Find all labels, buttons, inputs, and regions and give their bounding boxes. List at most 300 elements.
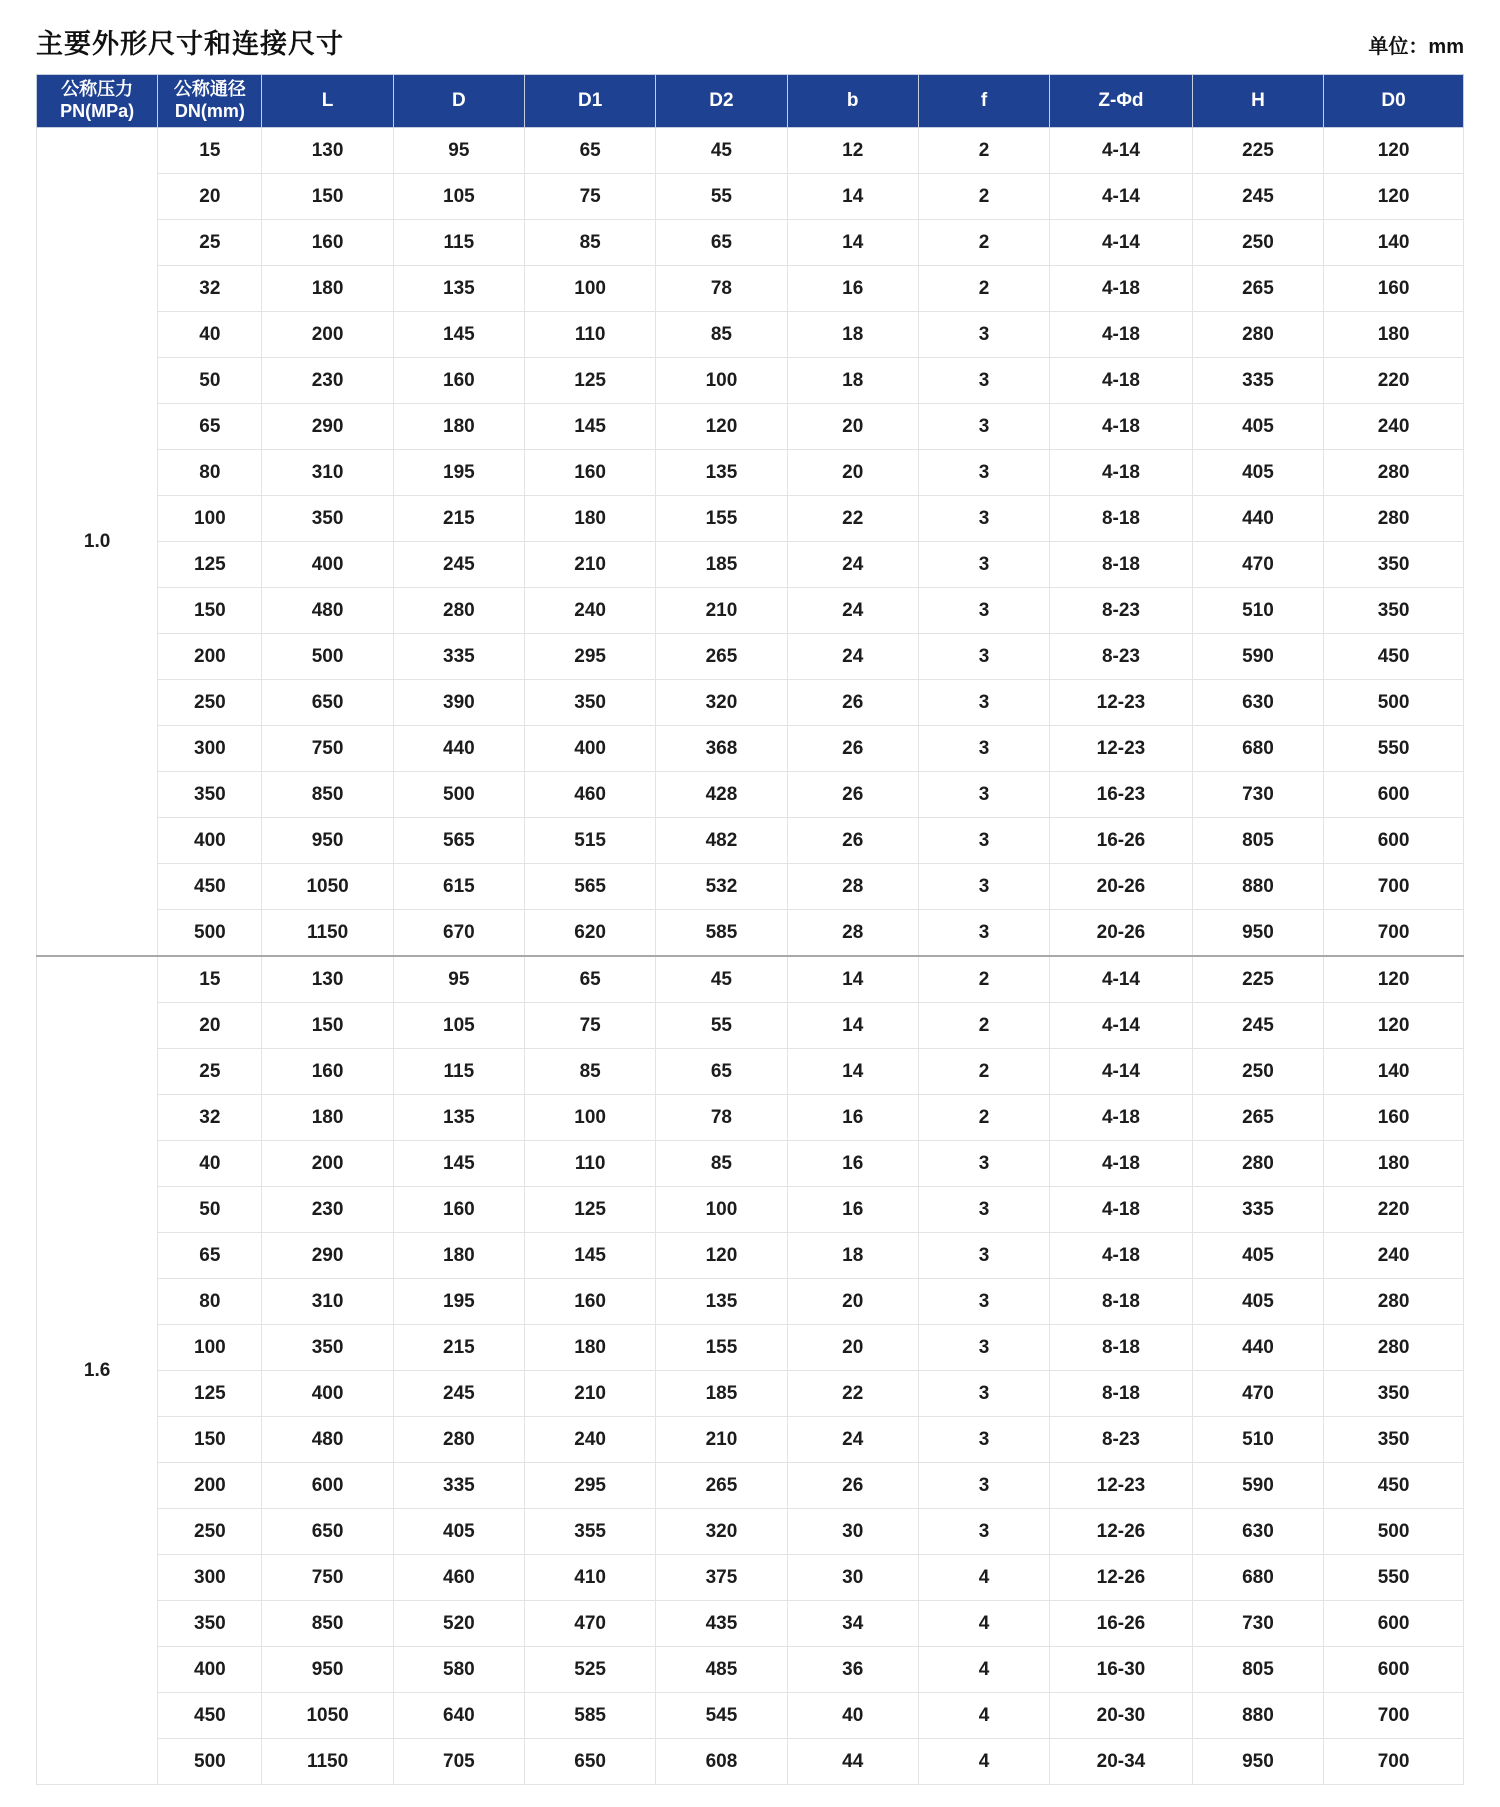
cell-dn: 500 [158,910,262,957]
cell-d: 280 [393,588,524,634]
cell-l: 400 [262,542,393,588]
cell-d1: 85 [525,1049,656,1095]
cell-d: 670 [393,910,524,957]
cell-l: 200 [262,1141,393,1187]
cell-f: 3 [918,450,1049,496]
cell-z-phid: 12-23 [1050,1463,1193,1509]
cell-d1: 100 [525,1095,656,1141]
cell-f: 3 [918,680,1049,726]
cell-h: 280 [1192,1141,1323,1187]
cell-dn: 15 [158,956,262,1003]
cell-d: 95 [393,956,524,1003]
cell-d1: 160 [525,1279,656,1325]
cell-h: 510 [1192,588,1323,634]
cell-d1: 160 [525,450,656,496]
cell-d: 245 [393,542,524,588]
cell-d: 280 [393,1417,524,1463]
cell-d: 390 [393,680,524,726]
cell-d0: 600 [1324,818,1464,864]
table-row [37,1601,1464,1647]
table-row [37,1371,1464,1417]
cell-d0: 700 [1324,864,1464,910]
cell-d0: 500 [1324,1509,1464,1555]
cell-f: 2 [918,1095,1049,1141]
cell-dn: 300 [158,1555,262,1601]
cell-h: 470 [1192,542,1323,588]
cell-l: 1150 [262,910,393,957]
cell-b: 36 [787,1647,918,1693]
cell-f: 3 [918,1417,1049,1463]
cell-d1: 75 [525,1003,656,1049]
cell-d2: 320 [656,680,787,726]
cell-l: 400 [262,1371,393,1417]
cell-dn: 300 [158,726,262,772]
cell-d0: 160 [1324,266,1464,312]
cell-d1: 355 [525,1509,656,1555]
cell-d0: 240 [1324,404,1464,450]
cell-d2: 65 [656,220,787,266]
cell-dn: 125 [158,542,262,588]
cell-d0: 280 [1324,450,1464,496]
cell-d0: 280 [1324,1279,1464,1325]
cell-d2: 100 [656,358,787,404]
cell-d2: 210 [656,588,787,634]
cell-h: 245 [1192,174,1323,220]
cell-f: 4 [918,1601,1049,1647]
cell-l: 150 [262,174,393,220]
unit-label: 单位：mm [1368,36,1464,58]
cell-z-phid: 16-30 [1050,1647,1193,1693]
cell-z-phid: 4-14 [1050,1049,1193,1095]
cell-d0: 140 [1324,1049,1464,1095]
cell-d1: 525 [525,1647,656,1693]
cell-f: 3 [918,1233,1049,1279]
cell-h: 225 [1192,956,1323,1003]
cell-l: 850 [262,1601,393,1647]
cell-d2: 85 [656,1141,787,1187]
cell-b: 28 [787,864,918,910]
table-row [37,634,1464,680]
cell-h: 470 [1192,1371,1323,1417]
cell-dn: 150 [158,588,262,634]
cell-d1: 85 [525,220,656,266]
cell-z-phid: 4-18 [1050,450,1193,496]
cell-h: 250 [1192,220,1323,266]
cell-b: 18 [787,358,918,404]
cell-d: 215 [393,496,524,542]
cell-dn: 450 [158,1693,262,1739]
header-row [37,75,1464,128]
cell-l: 180 [262,1095,393,1141]
col-header-f: f [918,75,1049,128]
page-title: 主要外形尺寸和连接尺寸 [36,29,344,59]
cell-d2: 55 [656,1003,787,1049]
table-row [37,1417,1464,1463]
col-header-z-phid: Z-Φd [1050,75,1193,128]
table-row [37,864,1464,910]
cell-z-phid: 16-26 [1050,818,1193,864]
cell-d0: 220 [1324,1187,1464,1233]
cell-dn: 100 [158,1325,262,1371]
cell-z-phid: 4-18 [1050,1141,1193,1187]
cell-l: 180 [262,266,393,312]
cell-f: 3 [918,726,1049,772]
cell-h: 510 [1192,1417,1323,1463]
table-row [37,1003,1464,1049]
cell-d2: 45 [656,956,787,1003]
cell-b: 24 [787,634,918,680]
cell-d2: 375 [656,1555,787,1601]
cell-dn: 40 [158,312,262,358]
cell-b: 20 [787,1279,918,1325]
cell-z-phid: 4-18 [1050,1187,1193,1233]
cell-d0: 550 [1324,726,1464,772]
cell-dn: 80 [158,1279,262,1325]
cell-d: 640 [393,1693,524,1739]
cell-d1: 180 [525,1325,656,1371]
cell-d2: 100 [656,1187,787,1233]
cell-d1: 295 [525,1463,656,1509]
cell-dn: 200 [158,1463,262,1509]
cell-d2: 608 [656,1739,787,1785]
cell-h: 730 [1192,1601,1323,1647]
cell-f: 3 [918,588,1049,634]
table-row [37,266,1464,312]
cell-f: 2 [918,174,1049,220]
cell-h: 405 [1192,1279,1323,1325]
cell-l: 290 [262,1233,393,1279]
cell-d1: 350 [525,680,656,726]
cell-b: 14 [787,956,918,1003]
cell-z-phid: 12-26 [1050,1509,1193,1555]
cell-dn: 15 [158,128,262,174]
cell-b: 34 [787,1601,918,1647]
cell-z-phid: 4-18 [1050,358,1193,404]
col-header-d0: D0 [1324,75,1464,128]
cell-d0: 700 [1324,910,1464,957]
cell-b: 14 [787,174,918,220]
cell-dn: 150 [158,1417,262,1463]
cell-l: 500 [262,634,393,680]
cell-h: 440 [1192,496,1323,542]
cell-d1: 470 [525,1601,656,1647]
table-row [37,1509,1464,1555]
cell-b: 16 [787,266,918,312]
table-row [37,1233,1464,1279]
cell-d0: 700 [1324,1739,1464,1785]
cell-l: 150 [262,1003,393,1049]
cell-dn: 250 [158,680,262,726]
cell-d1: 585 [525,1693,656,1739]
table-row [37,1739,1464,1785]
cell-l: 750 [262,726,393,772]
cell-d1: 240 [525,588,656,634]
cell-h: 405 [1192,450,1323,496]
cell-d1: 125 [525,358,656,404]
cell-z-phid: 4-18 [1050,1095,1193,1141]
cell-d0: 600 [1324,1647,1464,1693]
cell-d: 580 [393,1647,524,1693]
cell-l: 600 [262,1463,393,1509]
table-row [37,818,1464,864]
cell-d0: 140 [1324,220,1464,266]
cell-h: 630 [1192,680,1323,726]
col-header-dn [158,75,262,128]
cell-d2: 428 [656,772,787,818]
cell-z-phid: 20-26 [1050,910,1193,957]
cell-d0: 600 [1324,772,1464,818]
table-row [37,1187,1464,1233]
col-header-pn [37,75,158,128]
cell-d: 115 [393,1049,524,1095]
cell-h: 880 [1192,1693,1323,1739]
cell-f: 3 [918,496,1049,542]
cell-dn: 350 [158,1601,262,1647]
cell-z-phid: 12-23 [1050,680,1193,726]
cell-z-phid: 20-34 [1050,1739,1193,1785]
cell-b: 18 [787,312,918,358]
cell-l: 1050 [262,864,393,910]
cell-d: 160 [393,358,524,404]
cell-d0: 350 [1324,1417,1464,1463]
cell-b: 14 [787,220,918,266]
cell-d0: 120 [1324,1003,1464,1049]
cell-dn: 25 [158,220,262,266]
cell-l: 750 [262,1555,393,1601]
cell-d0: 500 [1324,680,1464,726]
cell-d0: 350 [1324,1371,1464,1417]
cell-b: 26 [787,680,918,726]
cell-d: 440 [393,726,524,772]
cell-z-phid: 4-18 [1050,312,1193,358]
cell-d1: 65 [525,128,656,174]
cell-b: 26 [787,726,918,772]
cell-z-phid: 20-26 [1050,864,1193,910]
cell-h: 880 [1192,864,1323,910]
cell-b: 18 [787,1233,918,1279]
cell-d0: 180 [1324,312,1464,358]
cell-h: 680 [1192,726,1323,772]
cell-dn: 65 [158,404,262,450]
cell-d0: 600 [1324,1601,1464,1647]
cell-b: 28 [787,910,918,957]
cell-d: 615 [393,864,524,910]
cell-d0: 350 [1324,542,1464,588]
cell-d1: 565 [525,864,656,910]
cell-dn: 20 [158,1003,262,1049]
cell-h: 950 [1192,910,1323,957]
cell-f: 3 [918,818,1049,864]
cell-f: 2 [918,956,1049,1003]
table-row [37,1463,1464,1509]
table-row [37,1555,1464,1601]
cell-f: 3 [918,1141,1049,1187]
cell-h: 680 [1192,1555,1323,1601]
cell-f: 4 [918,1739,1049,1785]
cell-dn: 50 [158,358,262,404]
cell-d2: 120 [656,404,787,450]
table-row [37,358,1464,404]
cell-d2: 65 [656,1049,787,1095]
cell-d0: 120 [1324,956,1464,1003]
cell-d2: 135 [656,450,787,496]
cell-b: 30 [787,1555,918,1601]
cell-l: 950 [262,1647,393,1693]
cell-d1: 145 [525,1233,656,1279]
cell-l: 480 [262,588,393,634]
cell-f: 2 [918,128,1049,174]
cell-dn: 80 [158,450,262,496]
cell-f: 4 [918,1693,1049,1739]
cell-d0: 450 [1324,634,1464,680]
cell-d0: 700 [1324,1693,1464,1739]
cell-d2: 265 [656,1463,787,1509]
cell-h: 950 [1192,1739,1323,1785]
cell-z-phid: 12-23 [1050,726,1193,772]
cell-l: 200 [262,312,393,358]
cell-dn: 32 [158,266,262,312]
cell-b: 20 [787,450,918,496]
cell-b: 20 [787,1325,918,1371]
cell-d: 245 [393,1371,524,1417]
table-row [37,910,1464,957]
cell-f: 3 [918,404,1049,450]
cell-d2: 485 [656,1647,787,1693]
cell-h: 405 [1192,1233,1323,1279]
cell-d1: 620 [525,910,656,957]
cell-l: 290 [262,404,393,450]
cell-l: 650 [262,680,393,726]
cell-d0: 240 [1324,1233,1464,1279]
cell-l: 160 [262,1049,393,1095]
cell-f: 3 [918,1325,1049,1371]
table-row [37,772,1464,818]
cell-b: 22 [787,1371,918,1417]
cell-f: 3 [918,1187,1049,1233]
cell-d: 335 [393,1463,524,1509]
cell-f: 4 [918,1555,1049,1601]
cell-l: 350 [262,1325,393,1371]
cell-d0: 180 [1324,1141,1464,1187]
cell-l: 130 [262,128,393,174]
cell-f: 3 [918,772,1049,818]
cell-d2: 78 [656,1095,787,1141]
cell-dn: 32 [158,1095,262,1141]
cell-h: 590 [1192,634,1323,680]
cell-d0: 160 [1324,1095,1464,1141]
cell-d1: 210 [525,1371,656,1417]
cell-d1: 240 [525,1417,656,1463]
table-row [37,220,1464,266]
cell-b: 26 [787,772,918,818]
cell-f: 3 [918,1509,1049,1555]
cell-l: 230 [262,358,393,404]
table-row [37,496,1464,542]
cell-b: 16 [787,1187,918,1233]
cell-l: 480 [262,1417,393,1463]
pn-value-cell: 1.0 [37,128,158,957]
cell-l: 1050 [262,1693,393,1739]
cell-h: 265 [1192,266,1323,312]
cell-b: 20 [787,404,918,450]
cell-d: 145 [393,1141,524,1187]
cell-f: 3 [918,1279,1049,1325]
table-row [37,1095,1464,1141]
table-row [37,1141,1464,1187]
cell-d: 105 [393,174,524,220]
cell-b: 40 [787,1693,918,1739]
cell-f: 2 [918,220,1049,266]
cell-z-phid: 12-26 [1050,1555,1193,1601]
dimensions-table [36,74,1464,1785]
cell-d2: 135 [656,1279,787,1325]
table-row [37,128,1464,174]
cell-d1: 180 [525,496,656,542]
cell-d: 145 [393,312,524,358]
cell-z-phid: 8-23 [1050,588,1193,634]
cell-b: 30 [787,1509,918,1555]
cell-z-phid: 8-23 [1050,634,1193,680]
cell-d1: 515 [525,818,656,864]
cell-d2: 532 [656,864,787,910]
cell-b: 24 [787,1417,918,1463]
cell-l: 950 [262,818,393,864]
table-row [37,542,1464,588]
cell-h: 730 [1192,772,1323,818]
cell-z-phid: 4-14 [1050,1003,1193,1049]
cell-z-phid: 16-23 [1050,772,1193,818]
cell-dn: 125 [158,1371,262,1417]
cell-dn: 450 [158,864,262,910]
cell-b: 14 [787,1003,918,1049]
cell-f: 3 [918,634,1049,680]
cell-h: 590 [1192,1463,1323,1509]
cell-d: 565 [393,818,524,864]
cell-l: 1150 [262,1739,393,1785]
cell-d: 195 [393,450,524,496]
cell-d2: 185 [656,1371,787,1417]
table-row [37,450,1464,496]
cell-b: 14 [787,1049,918,1095]
cell-d: 215 [393,1325,524,1371]
cell-d: 160 [393,1187,524,1233]
cell-dn: 25 [158,1049,262,1095]
cell-h: 630 [1192,1509,1323,1555]
col-header-dn-en: DN(mm) [174,101,245,121]
cell-d2: 78 [656,266,787,312]
cell-dn: 500 [158,1739,262,1785]
cell-z-phid: 8-18 [1050,1325,1193,1371]
col-header-pn-en: PN(MPa) [60,101,135,121]
cell-d0: 450 [1324,1463,1464,1509]
cell-f: 3 [918,358,1049,404]
table-row [37,1693,1464,1739]
cell-z-phid: 4-14 [1050,956,1193,1003]
cell-d: 105 [393,1003,524,1049]
cell-d1: 460 [525,772,656,818]
cell-h: 280 [1192,312,1323,358]
col-header-d: D [393,75,524,128]
cell-d1: 410 [525,1555,656,1601]
cell-h: 805 [1192,1647,1323,1693]
cell-b: 16 [787,1095,918,1141]
cell-f: 3 [918,864,1049,910]
cell-d2: 265 [656,634,787,680]
cell-dn: 50 [158,1187,262,1233]
table-row [37,1049,1464,1095]
cell-d0: 350 [1324,588,1464,634]
table-row [37,588,1464,634]
